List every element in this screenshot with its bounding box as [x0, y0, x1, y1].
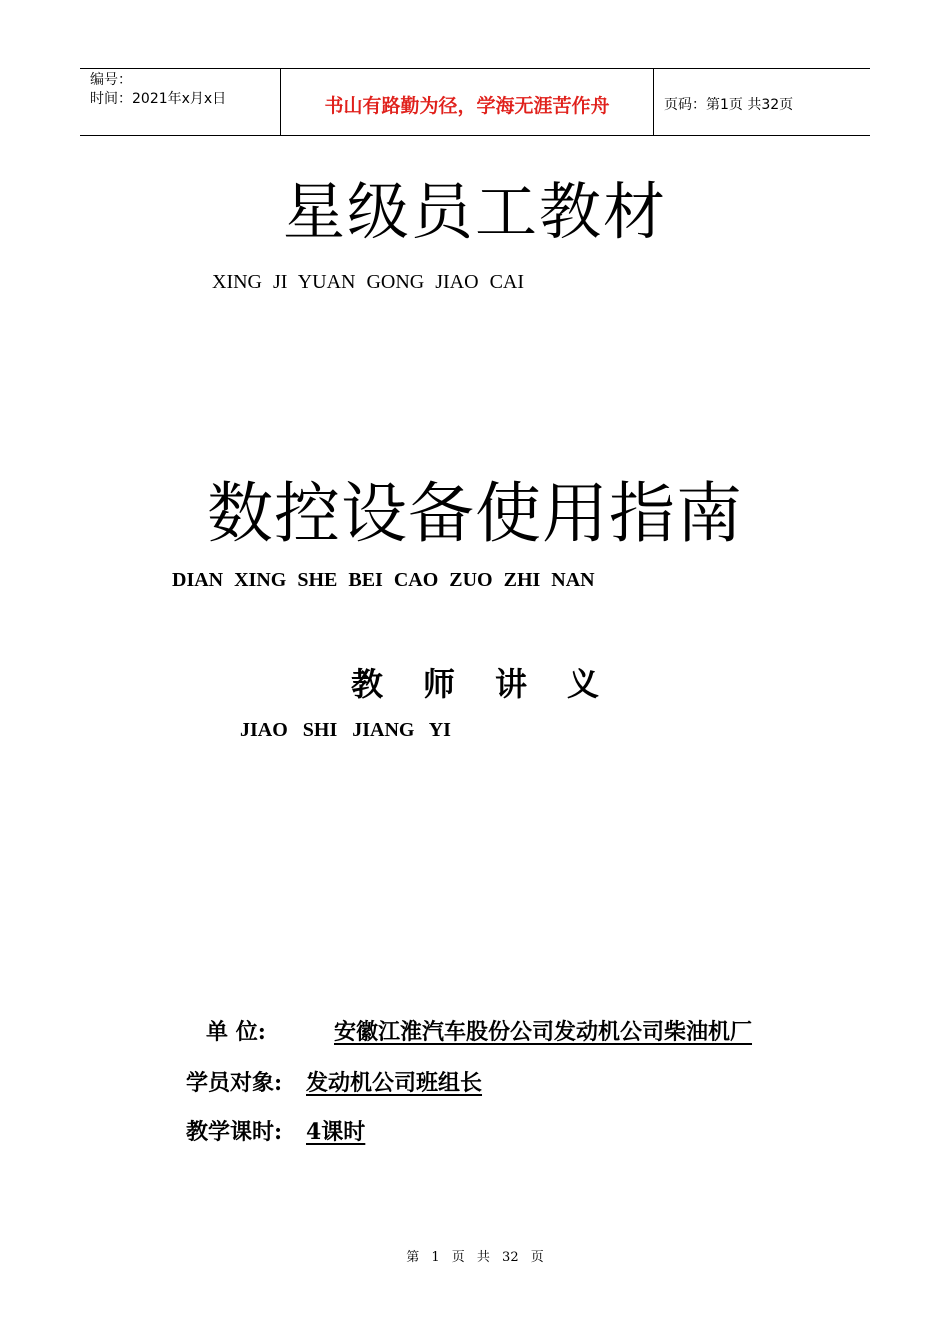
- subtitle: 教师讲义: [350, 665, 639, 703]
- series-pinyin: XING JI YUAN GONG JIAO CAI: [212, 271, 525, 293]
- series-title: 星级员工教材: [282, 175, 667, 248]
- audience-value: 发动机公司班组长: [306, 1070, 483, 1096]
- main-pinyin: DIAN XING SHE BEI CAO ZUO ZHI NAN: [172, 569, 595, 591]
- subtitle-pinyin: JIAO SHI JIANG YI: [240, 719, 451, 741]
- motto-text: 书山有路勤为径，学海无涯苦作舟: [324, 94, 610, 117]
- number-label: 编号：: [90, 72, 132, 88]
- main-title: 数控设备使用指南: [207, 475, 743, 552]
- header-table: [80, 68, 870, 136]
- audience-row: [186, 1066, 482, 1097]
- unit-label: [186, 1015, 328, 1046]
- header-meta-cell: [80, 69, 281, 135]
- hours-label: 教学课时:: [186, 1119, 283, 1145]
- unit-value: 安徽江淮汽车股份公司发动机公司柴油机厂: [334, 1019, 753, 1045]
- date-label: 时间：2021年x月x日: [90, 91, 227, 107]
- hours-row: [186, 1115, 365, 1146]
- page-info-cell: [654, 69, 870, 135]
- audience-label: 学员对象:: [186, 1070, 283, 1096]
- motto-cell: [281, 69, 654, 135]
- unit-label-part2: 位:: [235, 1019, 266, 1045]
- hours-value: 4课时: [306, 1119, 366, 1145]
- unit-label-part1: 单: [206, 1019, 229, 1045]
- page-footer: 第 1 页 共 32 页: [406, 1250, 544, 1265]
- page-info-text: 页码：第1页 共32页: [664, 97, 794, 113]
- unit-row: [186, 1015, 752, 1046]
